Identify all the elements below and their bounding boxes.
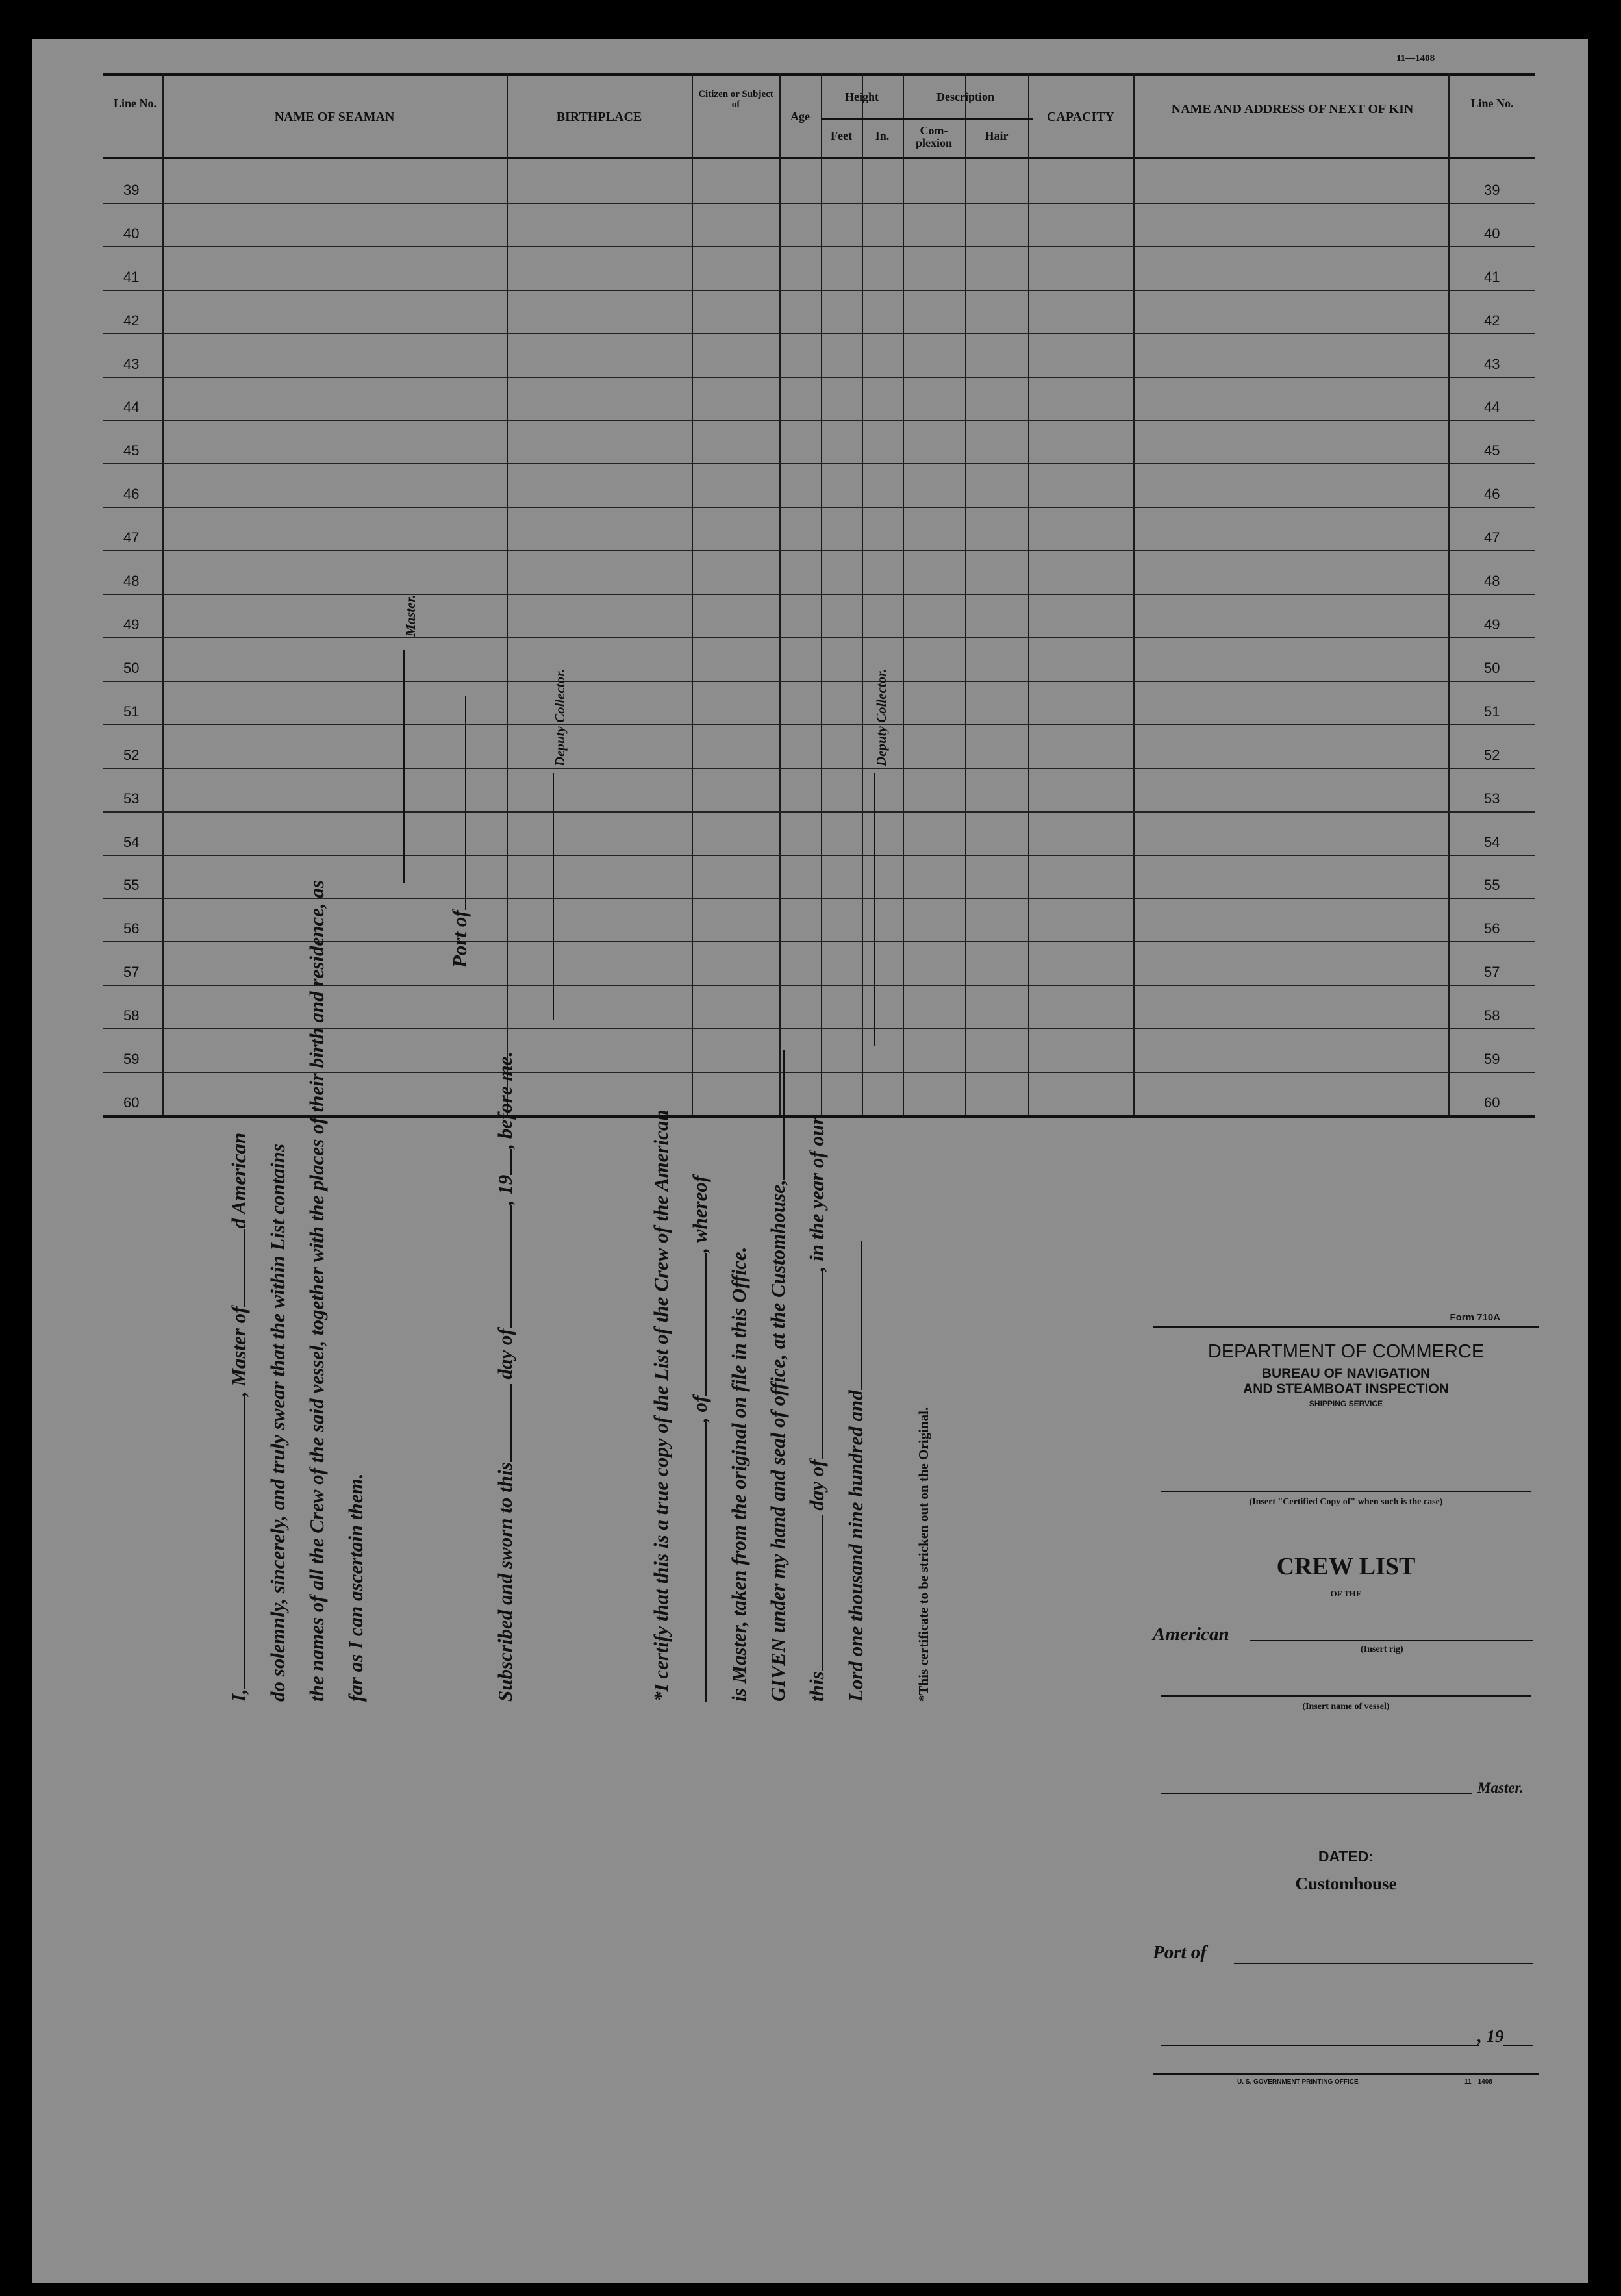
line-number-right: 58 [1484, 1007, 1500, 1024]
line-number-right: 42 [1484, 312, 1500, 329]
line-number-left: 46 [123, 486, 140, 503]
rig-field[interactable] [1250, 1640, 1533, 1641]
cover-dated: DATED: [1318, 1848, 1374, 1865]
cover-master-field[interactable] [1161, 1793, 1472, 1794]
crew-list-form-page [32, 39, 1588, 2283]
cover-port-field[interactable] [1234, 1963, 1533, 1964]
deputy-collector-1: Deputy Collector. [552, 668, 568, 766]
sub-header-rule [821, 118, 1033, 120]
line-number-right: 41 [1484, 268, 1500, 285]
deputy-collector-2: Deputy Collector. [873, 668, 889, 766]
header-line-no-right: Line No. [1470, 97, 1514, 110]
line-number-right: 50 [1484, 659, 1500, 676]
before-me-label: , before me. [494, 1051, 516, 1149]
line-number-left: 49 [123, 616, 140, 633]
line-number-right: 52 [1484, 746, 1500, 763]
header-hair: Hair [985, 129, 1009, 142]
line-number-left: 42 [123, 312, 140, 329]
day-of-label-2: day of [805, 1459, 828, 1511]
lord-label: Lord one thousand nine hundred and [844, 1390, 867, 1702]
header-feet: Feet [831, 129, 852, 142]
of-line [688, 1176, 712, 1702]
certify-line: *I certify that this is a true copy of the List of the Crew of the American [649, 1109, 672, 1702]
line-number-left: 39 [123, 181, 140, 198]
deputy-signature-field-2[interactable] [874, 773, 875, 1046]
year-field[interactable] [861, 1241, 862, 1390]
this-day-line [805, 1117, 829, 1702]
cover-insert-rig: (Insert rig) [1361, 1645, 1403, 1654]
oath-i: I, [227, 1689, 250, 1702]
line-number-left: 41 [123, 268, 140, 285]
oath-master-of: , Master of [227, 1306, 250, 1397]
header-inches: In. [875, 129, 890, 142]
subscribed-label: Subscribed and sworn to this [494, 1462, 516, 1702]
cover-bottom-rule [1153, 2073, 1539, 2075]
master-signature [386, 650, 410, 883]
line-number-left: 43 [123, 355, 140, 372]
deputy-signature-field-1[interactable] [553, 773, 554, 1020]
day-of-label: day of [494, 1328, 516, 1380]
line-number-left: 53 [123, 790, 140, 807]
cover-form-code: 11—1408 [1464, 2078, 1492, 2086]
header-name-of-seaman: NAME OF SEAMAN [274, 110, 395, 124]
in-year-label: , in the year of our [805, 1116, 828, 1272]
cover-bureau-2: AND STEAMBOAT INSPECTION [1243, 1381, 1449, 1396]
table-row [103, 159, 1535, 204]
line-number-left: 51 [123, 703, 140, 720]
line-number-left: 54 [123, 833, 140, 850]
cover-department: DEPARTMENT OF COMMERCE [1207, 1341, 1485, 1362]
cover-year-field[interactable] [1503, 2045, 1533, 2046]
cover-of-the: OF THE [1330, 1589, 1362, 1598]
line-number-right: 49 [1484, 616, 1500, 633]
table-row [103, 290, 1535, 334]
port-of-line [448, 696, 471, 968]
line-number-right: 48 [1484, 573, 1500, 590]
cover-american: American [1153, 1624, 1229, 1645]
line-number-right: 40 [1484, 225, 1500, 242]
footnote: *This certificate to be stricken out on the Original. [916, 1407, 931, 1702]
header-capacity: CAPACITY [1046, 110, 1115, 124]
oath-line-3: the names of all the Crew of the said vessel, together with the places of their birth and residence, as [305, 880, 328, 1702]
line-number-right: 47 [1484, 529, 1500, 546]
line-number-right: 59 [1484, 1051, 1500, 1068]
line-number-left: 56 [123, 920, 140, 937]
line-number-left: 45 [123, 442, 140, 459]
cover-form-no: Form 710A [1450, 1312, 1500, 1323]
cover-bureau-1: BUREAU OF NAVIGATION [1261, 1366, 1431, 1381]
line-number-right: 43 [1484, 355, 1500, 372]
oath-line-4: far as I can ascertain them. [344, 1473, 367, 1702]
given-day-field[interactable] [822, 1515, 823, 1671]
line-number-left: 40 [123, 225, 140, 242]
oath-line-1 [227, 1133, 251, 1702]
table-row [103, 203, 1535, 247]
this-label: this [805, 1671, 828, 1702]
line-number-right: 60 [1484, 1094, 1500, 1111]
given-label: GIVEN under my hand and seal of office, at the Customhouse, [766, 1180, 789, 1702]
table-row [103, 420, 1535, 464]
subscribed-month-field[interactable] [510, 1205, 512, 1328]
header-height: Height [845, 90, 879, 103]
oath-section [175, 468, 968, 1702]
form-number-top: 11—1408 [1396, 53, 1435, 64]
deputy-signature-1 [536, 773, 559, 1020]
header-birthplace: BIRTHPLACE [556, 110, 642, 124]
lord-line [844, 1241, 868, 1702]
line-number-left: 48 [123, 573, 140, 590]
line-number-right: 39 [1484, 181, 1500, 198]
given-line [766, 1050, 790, 1702]
line-number-left: 52 [123, 746, 140, 763]
master-name-field[interactable] [244, 1396, 245, 1689]
certify-vessel-field[interactable] [705, 1422, 707, 1702]
certify-port-field[interactable] [705, 1253, 707, 1396]
line-number-right: 51 [1484, 703, 1500, 720]
port-of-label: Port of [448, 910, 471, 968]
vessel-field[interactable] [1161, 1695, 1531, 1697]
line-number-right: 55 [1484, 877, 1500, 894]
cover-shipping: SHIPPING SERVICE [1309, 1399, 1383, 1408]
nineteen-label: , 19 [494, 1174, 516, 1205]
cover-panel [1153, 1312, 1539, 2153]
cover-top-rule [1153, 1326, 1539, 1328]
header-age: Age [790, 110, 810, 123]
cover-printing-office: U. S. GOVERNMENT PRINTING OFFICE [1237, 2078, 1359, 2086]
is-master-line: is Master, taken from the original on file in this Office. [727, 1246, 750, 1702]
table-row [103, 333, 1535, 378]
cover-insert-vessel: (Insert name of vessel) [1302, 1702, 1390, 1711]
subscribed-line [494, 1052, 517, 1702]
subscribed-year-field[interactable] [510, 1149, 512, 1175]
deputy-signature-2 [857, 773, 881, 1046]
subscribed-day-field[interactable] [510, 1384, 512, 1462]
table-row [103, 377, 1535, 422]
cover-nineteen: , 19 [1477, 2026, 1504, 2046]
header-complexion: Com- plexion [915, 124, 952, 149]
table-row [103, 246, 1535, 291]
header-description: Description [936, 90, 994, 103]
line-number-right: 56 [1484, 920, 1500, 937]
line-number-right: 46 [1484, 486, 1500, 503]
cover-crew-list: CREW LIST [1276, 1553, 1416, 1580]
master-label: Master. [403, 594, 418, 637]
line-number-left: 57 [123, 964, 140, 981]
oath-american: d American [227, 1132, 250, 1229]
vessel-name-field[interactable] [244, 1229, 245, 1307]
header-next-of-kin: NAME AND ADDRESS OF NEXT OF KIN [1171, 102, 1414, 116]
port-field[interactable] [465, 696, 466, 910]
line-number-left: 58 [123, 1007, 140, 1024]
certified-field[interactable] [1161, 1491, 1531, 1492]
line-number-right: 44 [1484, 399, 1500, 416]
oath-line-2: do solemnly, sincerely, and truly swear that the within List contains [266, 1144, 289, 1702]
cover-customhouse: Customhouse [1295, 1874, 1397, 1893]
line-number-left: 59 [123, 1051, 140, 1068]
given-month-field[interactable] [822, 1271, 823, 1459]
cover-port-of: Port of [1153, 1942, 1207, 1963]
cover-master: Master. [1477, 1780, 1524, 1796]
line-number-left: 47 [123, 529, 140, 546]
line-number-right: 54 [1484, 833, 1500, 850]
customhouse-field[interactable] [783, 1050, 785, 1180]
cover-date-field[interactable] [1161, 2045, 1479, 2046]
line-number-left: 50 [123, 659, 140, 676]
of-label: , of [688, 1395, 711, 1422]
master-signature-field[interactable] [403, 650, 405, 883]
whereof-label: , whereof [688, 1175, 711, 1253]
header-citizen: Citizen or Subject of [698, 89, 773, 110]
line-number-left: 55 [123, 877, 140, 894]
cover-certified-note: (Insert "Certified Copy of" when such is the case) [1249, 1497, 1443, 1507]
line-number-right: 45 [1484, 442, 1500, 459]
line-number-right: 53 [1484, 790, 1500, 807]
line-number-right: 57 [1484, 964, 1500, 981]
line-number-left: 44 [123, 399, 140, 416]
header-line-no: Line No. [113, 97, 157, 110]
line-number-left: 60 [123, 1094, 140, 1111]
